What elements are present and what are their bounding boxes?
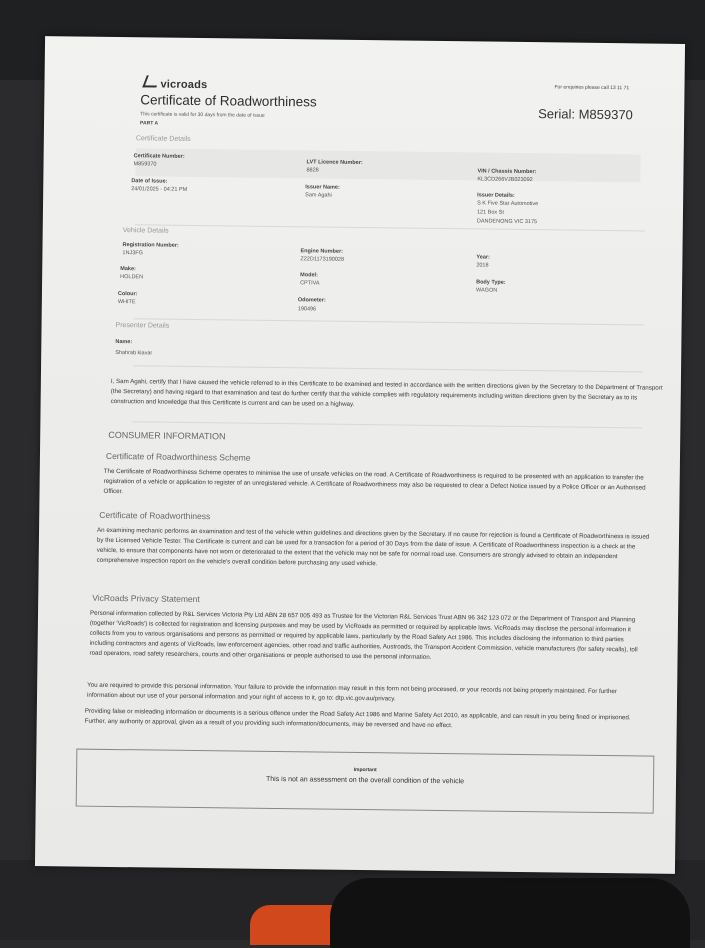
- scheme-text: The Certificate of Roadworthiness Scheme operates to minimise the use of unsafe vehicles on the road. A Certificate of Roadworthiness is required to be presented with an application to transfer the registration of a vehicle or application to register of an unregistered vehicle. A Certificate of Roadworthiness may also be requested to clear a Defect Notice issued by a Police Officer or an Authorised Officer.: [103, 467, 646, 496]
- vicroads-check-icon: [142, 75, 161, 87]
- privacy-text-3: Providing false or misleading information or documents is a serious offence under the Road Safety Act 1986 and Marine Safety Act 2010, as applicable, and can result in you being fined or imprisoned. Further, any authority or approval, given as a result of you providing such information/documents, may be reversed and have no effect.: [84, 707, 631, 730]
- make-label: Make:: [120, 266, 136, 273]
- issuer-name-value: Sam Agahi: [305, 192, 332, 199]
- cert-number-value: M859370: [133, 161, 157, 168]
- section-certificate-details: Certificate Details: [135, 135, 191, 143]
- colour-value: WHITE: [117, 299, 136, 306]
- consumer-information-heading: CONSUMER INFORMATION: [108, 429, 226, 442]
- divider: [135, 224, 645, 231]
- body-type-label: Body Type:: [476, 279, 506, 286]
- divider: [133, 365, 643, 372]
- enquiries-line: For enquiries please call 13 11 71: [554, 84, 630, 92]
- model-label: Model:: [300, 272, 318, 279]
- presenter-name-label: Name:: [115, 339, 133, 346]
- issuer-line-3: DANDENONG VIC 3175: [476, 218, 538, 226]
- validity-note: This certificate is valid for 30 days from the date of issue: [140, 111, 265, 119]
- section-presenter-details: Presenter Details: [115, 322, 170, 330]
- section-vehicle-details: Vehicle Details: [122, 227, 169, 235]
- page-title: Certificate of Roadworthiness: [140, 92, 317, 110]
- cert-number-label: Certificate Number:: [133, 153, 185, 160]
- important-text: This is not an assessment on the overall condition of the vehicle: [265, 775, 465, 786]
- registration-value: 1NJ3FG: [122, 250, 143, 257]
- certificate-text: An examining mechanic performs an examination and test of the vehicle within guidelines and directions given by the Secretary. If no cause for rejection is found a Certificate of Roadworthiness is issued by the Licensed Vehicle Tester. The Certificate is current and can be used for a transaction for a period of 30 Days from the date of issue. A Certificate of Roadworthiness inspection is a check at the vehicle, to ensure that components have not worn or deteriorated to the extent that the vehicle may not be safe for normal road use. Consumers are strongly advised to obtain an independent comprehensive inspection report on the vehicle's overall condition before purchasing any used vehicle.: [96, 526, 650, 568]
- registration-label: Registration Number:: [122, 242, 179, 249]
- presenter-name-value: Shahrab kiavar: [115, 350, 153, 357]
- important-title: Important: [353, 766, 377, 774]
- body-type-value: WAGON: [475, 287, 498, 294]
- colour-label: Colour:: [117, 291, 138, 298]
- issuer-line-1: S K Five Star Automotive: [477, 200, 539, 208]
- scheme-heading: Certificate of Roadworthiness Scheme: [105, 450, 251, 463]
- make-value: HOLDEN: [120, 274, 144, 281]
- engine-label: Engine Number:: [300, 248, 344, 255]
- roadworthiness-certificate: [35, 36, 685, 874]
- odometer-label: Odometer:: [297, 297, 326, 304]
- important-notice-box: [76, 749, 655, 814]
- vin-value: KL3CD266VJB023092: [477, 176, 533, 184]
- part-label: PART A: [139, 120, 159, 127]
- date-label: Date of Issue:: [131, 178, 168, 185]
- vin-label: VIN / Chassis Number:: [477, 168, 537, 176]
- privacy-heading: VicRoads Privacy Statement: [92, 592, 200, 605]
- privacy-text-2: You are required to provide this personal information. Your failure to provide the information may result in this form not being processed, or your records not being properly maintained. For further information about our use of your personal information and your right of access to it, go to: dtp.vic.gov.au/privacy.: [87, 681, 617, 703]
- year-value: 2018: [476, 262, 489, 269]
- vicroads-logo: [144, 75, 207, 91]
- year-label: Year:: [476, 254, 490, 261]
- serial-number: Serial: M859370: [538, 106, 633, 123]
- certificate-heading: Certificate of Roadworthiness: [99, 509, 211, 522]
- issuer-details-label: Issuer Details:: [477, 192, 515, 199]
- lvt-label: LVT Licence Number:: [306, 159, 363, 167]
- lvt-value: 8828: [306, 167, 319, 174]
- issuer-name-label: Issuer Name:: [305, 184, 340, 191]
- odometer-value: 190496: [297, 306, 317, 313]
- certification-statement: I, Sam Agahi, certify that I have caused the vehicle referred to in this Certificate to be examined and tested in accordance with the written directions given by the Secretary to the Department of Transport (the Secretary) and having regard to that examination and test do further certify that the vehicle complies with regulatory requirements including written directions given by the Secretary as to its construction and knowledge that this Certificate is current and can be used on a highway.: [110, 377, 663, 408]
- background-shadow: [330, 878, 690, 948]
- engine-value: Z22D1173190028: [300, 256, 345, 263]
- date-value: 24/01/2025 - 04:21 PM: [131, 186, 188, 193]
- divider: [134, 318, 644, 325]
- issuer-line-2: 121 Box St: [476, 209, 504, 216]
- model-value: CPTIVA: [300, 280, 320, 287]
- divider: [132, 421, 642, 428]
- shaded-band: [135, 148, 640, 182]
- logo-text: vicroads: [160, 78, 208, 92]
- privacy-text-1: Personal information collected by R&L Services Victoria Pty Ltd ABN 28 657 005 493 as Trustee for the Victorian R&L Services Trust ABN 96 342 123 072 or the Department of Transport and Planning (together 'VicRoads') is collected for registration and licensing purposes and may be used by VicRoads as permitted or required by applicable laws. VicRoads may disclose the personal information it collects from you to various organisations and persons as permitted or required by applicable laws, particularly by the Road Safety Act 1986. This includes disclosing the information to third parties including contractors and agents of VicRoads, law enforcement agencies, other road and traffic authorities, Austroads, the Transport Accident Commission, vehicle manufacturers (for safety recalls), toll road operators, road safety researchers, courts and other organisations or people authorised to use the personal information.: [89, 609, 638, 661]
